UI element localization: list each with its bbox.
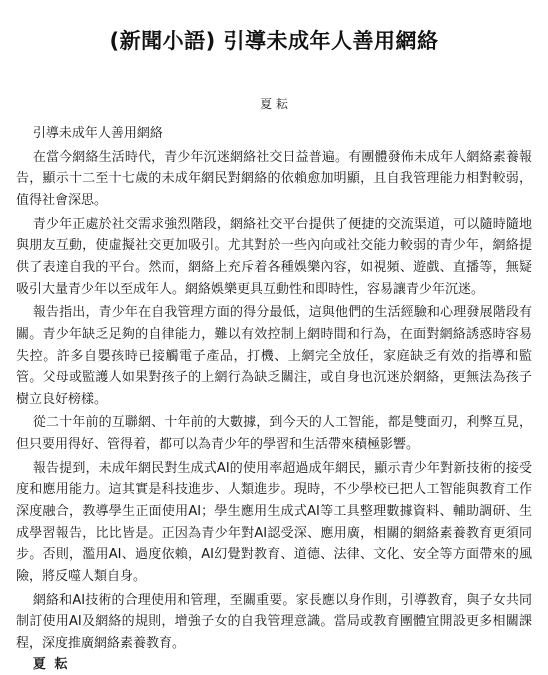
article-paragraph-4: 從二十年前的互聯網、十年前的大數據，到今天的人工智能，都是雙面刃，利弊互見，但只要用得好、管得着，都可以為青少年的學習和生活帶來積極影響。 (16, 415, 532, 453)
article-paragraph-6: 網絡和AI技術的合理使用和管理，至關重要。家長應以身作則，引導教育，與子女共同制訂使用AI及網絡的規則，增強子女的自我管理意識。當局或教育團體宜開設更多相關課程，深度推廣網絡素養教育。 (16, 592, 532, 651)
article-paragraph-5: 報告提到，未成年網民對生成式AI的使用率超過成年網民，顯示青少年對新技術的接受度和應用能力。這其實是科技進步、人類進步。現時，不少學校已把人工智能與教育工作深度融合，教導學生正面使用AI；學生應用生成式AI等工具整理數據資料、輔助調研、生成學習報告，比比皆是。正因為青少年對AI認受深、應用廣，相關的網絡素養教育更須同步。否則，濫用AI、過度依賴，AI幻覺對教育、道德、法律、文化、安全等方面帶來的風險，將反噬人類自身。 (16, 460, 532, 584)
article-author-signature: 夏 耘 (32, 657, 70, 673)
article-paragraph-2: 青少年正處於社交需求強烈階段，網絡社交平台提供了便捷的交流渠道，可以隨時隨地與朋友互動，使虛擬社交更加吸引。尤其對於一些內向或社交能力較弱的青少年，網絡提供了表達自我的平台。然而，網絡上充斥着各種娛樂內容，如視頻、遊戲、直播等，無疑吸引大量青少年以至成年人。網絡娛樂更具互動性和即時性，容易讓青少年沉迷。 (16, 216, 532, 297)
article-author: 夏 耘 (260, 97, 288, 111)
article-title: (新聞小語) 引導未成年人善用網絡 (109, 29, 439, 53)
article-body (16, 123, 532, 654)
article-subtitle: 引導未成年人善用網絡 (32, 126, 163, 141)
article-paragraph-3: 報告指出，青少年在自我管理方面的得分最低，這與他們的生活經驗和心理發展階段有關。青少年缺乏足夠的自律能力，難以有效控制上網時間和行為，在面對網絡誘惑時容易失控。許多自嬰孩時已接觸電子產品，打機、上網完全放任，家庭缺乏有效的指導和監管。父母或監護人如果對孩子的上網行為缺乏關注，或自身也沉迷於網絡，更無法為孩子樹立良好榜樣。 (16, 305, 532, 407)
article-paragraph-1: 在當今網絡生活時代，青少年沉迷網絡社交日益普遍。有團體發佈未成年人網絡素養報告，顯示十二至十七歲的未成年網民對網絡的依賴愈加明顯，且自我管理能力相對較弱，值得社會深思。 (16, 149, 532, 208)
